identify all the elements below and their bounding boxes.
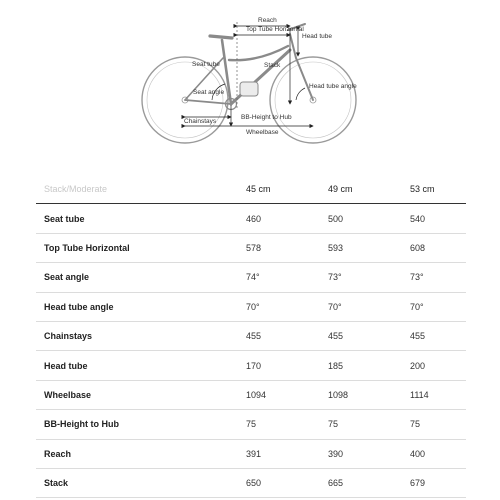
table-cell: 185 — [320, 351, 402, 380]
table-cell: 665 — [320, 468, 402, 497]
label-head-tube-angle: Head tube angle — [309, 83, 357, 90]
table-cell: 540 — [402, 204, 466, 233]
table-row — [36, 351, 466, 380]
table-cell: 75 — [320, 410, 402, 439]
row-label: Head tube — [36, 351, 238, 380]
table-row — [36, 233, 466, 262]
header-size: 45 cm — [238, 175, 320, 204]
table-cell: 75 — [402, 410, 466, 439]
label-reach: Reach — [258, 17, 277, 24]
label-head-tube: Head tube — [302, 33, 332, 40]
table-cell: 73° — [402, 263, 466, 292]
table-row — [36, 380, 466, 409]
table-cell: 390 — [320, 439, 402, 468]
table-row — [36, 204, 466, 233]
table-cell: 1098 — [320, 380, 402, 409]
table-header-row — [36, 175, 466, 204]
table-cell: 74° — [238, 263, 320, 292]
table-body — [36, 204, 466, 498]
table-cell: 391 — [238, 439, 320, 468]
table-cell: 200 — [402, 351, 466, 380]
table-cell: 455 — [320, 321, 402, 350]
table-cell: 70° — [402, 292, 466, 321]
table-cell: 455 — [402, 321, 466, 350]
row-label: Top Tube Horizontal — [36, 233, 238, 262]
label-wheelbase: Wheelbase — [246, 129, 279, 136]
table-cell: 1094 — [238, 380, 320, 409]
row-label: Reach — [36, 439, 238, 468]
table-cell: 70° — [320, 292, 402, 321]
label-seat-angle: Seat angle — [193, 89, 225, 96]
header-size: 49 cm — [320, 175, 402, 204]
table-row — [36, 410, 466, 439]
measurement-lines — [185, 22, 313, 126]
table-cell: 70° — [238, 292, 320, 321]
table-cell: 460 — [238, 204, 320, 233]
table-cell: 650 — [238, 468, 320, 497]
table-cell: 578 — [238, 233, 320, 262]
label-top-tube: Top Tube Horizontal — [246, 26, 304, 33]
header-size: 53 cm — [402, 175, 466, 204]
table-cell: 679 — [402, 468, 466, 497]
header-frame-type: Stack/Moderate — [36, 175, 238, 204]
table-cell: 75 — [238, 410, 320, 439]
table-cell: 455 — [238, 321, 320, 350]
geometry-table — [36, 175, 466, 498]
label-stack: Stack — [264, 62, 281, 69]
row-label: Wheelbase — [36, 380, 238, 409]
label-seat-tube: Seat tube — [192, 61, 220, 68]
row-label: Seat angle — [36, 263, 238, 292]
label-bb-height: BB-Height to Hub — [241, 114, 292, 121]
table-cell: 170 — [238, 351, 320, 380]
row-label: Head tube angle — [36, 292, 238, 321]
row-label: BB-Height to Hub — [36, 410, 238, 439]
row-label: Seat tube — [36, 204, 238, 233]
table-row — [36, 439, 466, 468]
table-row — [36, 321, 466, 350]
table-cell: 500 — [320, 204, 402, 233]
table-cell: 1114 — [402, 380, 466, 409]
table-cell: 400 — [402, 439, 466, 468]
bike-geometry-diagram — [0, 0, 500, 160]
table-cell: 73° — [320, 263, 402, 292]
table-row — [36, 263, 466, 292]
table-cell: 593 — [320, 233, 402, 262]
row-label: Chainstays — [36, 321, 238, 350]
label-chainstays: Chainstays — [184, 118, 217, 125]
table-cell: 608 — [402, 233, 466, 262]
table-row — [36, 468, 466, 497]
row-label: Stack — [36, 468, 238, 497]
table-row — [36, 292, 466, 321]
